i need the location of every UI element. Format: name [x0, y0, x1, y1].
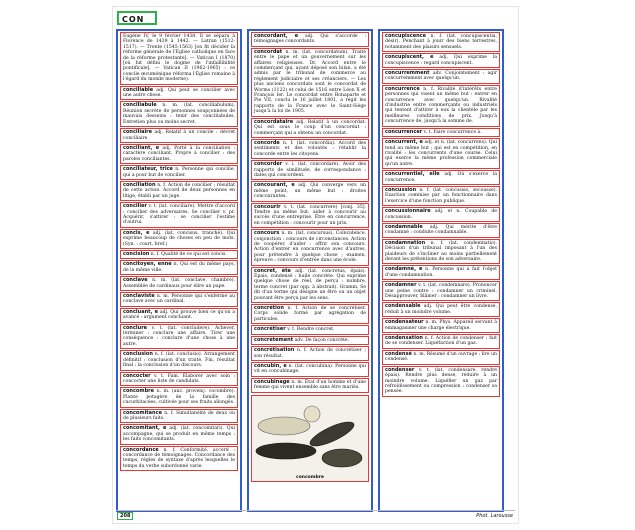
dictionary-entry	[120, 229, 238, 249]
entry-headword: conclave	[123, 277, 148, 284]
figure-caption: concombre	[296, 474, 324, 480]
dictionary-entry	[120, 165, 238, 180]
entry-definition: Eugène IV, le 9 février 1438. Il se sépara à Florence de 1439 à 1442. — Latran (1512-1517). — Trente (1545-1563) [on fit décider la réforme générale de l'Église catholique en face de la réforme protestante]. — Vatican I (1870) [où fut défini le dogme de l'infaillibilité pontificale]. — Vatican II (1962-1965) : ce concile œcuménique réforma l'Église romaine à l'égard du monde moderne).	[123, 34, 235, 83]
entry-headword: conciliant, e	[123, 144, 160, 151]
entry-definition: adv. Conjointement : agir concurremment avec quelqu'un.	[385, 71, 497, 82]
dictionary-entry	[251, 32, 369, 47]
entry-definition: v. t. (lat. concurrere) [conj. 35]. Tendre au même but, aider à concourir au succès d'une entreprise. Être en concurrence, en compétition : concourir pour un prix.	[254, 204, 366, 226]
entry-definition: v. t. Faire concurrence à.	[423, 129, 482, 135]
dictionary-entry	[251, 362, 369, 377]
entry-headword: condenser	[385, 366, 415, 373]
dictionary-entry	[120, 101, 238, 127]
dictionary-entry	[120, 202, 238, 228]
entry-definition: n. (lat. concubina). Personne qui vit en concubinage.	[254, 363, 366, 375]
entry-definition: n. f. (lat. concupiscentia, désir). Penchant à jouir des biens terrestres, notamment des plaisirs sensuels.	[385, 34, 497, 50]
entry-definition: n. m. (lat. concordatum). Traité entre le pape et un gouvernement sur les affaires religieuses. Dr. Accord entre le commerçant qui, ayant déposé son bilan, a été admis par le tribunal de commerce au règlement judiciaire et ses créanciers. — Les plus anciens concordats sont le concordat de Worms (1122) et celui de 1516 entre Léon X et François Ier. Le concordat entre Bonaparte et Pie VII, conclu le 16 juillet 1801, a régit les rapports de la France avec le Saint-Siège jusqu'à la loi de 1905.	[254, 49, 366, 115]
dictionary-entry	[120, 409, 238, 424]
entry-definition: v. t. Fam. Élaborer avec soin : concocter une liste de candidats.	[123, 373, 236, 384]
entry-definition: n. Personne qui concilie, qui a pour but de concilier.	[123, 167, 236, 178]
cucumber-figure	[251, 395, 369, 482]
entry-headword: concupiscence	[385, 33, 427, 39]
dictionary-entry	[251, 181, 369, 201]
dictionary-entry	[251, 267, 369, 303]
dictionary-entry	[251, 304, 369, 324]
dictionary-entry	[382, 85, 500, 127]
entry-headword: concurrentiel, elle	[385, 171, 440, 178]
entry-headword: concordance	[123, 446, 159, 453]
entry-headword: concrétiser	[254, 326, 286, 333]
entry-headword: concrétion	[254, 305, 284, 312]
cucumber-shape	[304, 406, 320, 422]
entry-definition: n. f. Action de se concrétiser. Corps solide formé par agrégation de particules.	[254, 306, 366, 322]
column-3	[378, 29, 504, 512]
entry-headword: concurrencer	[385, 128, 423, 135]
entry-headword: conciliaire	[123, 129, 153, 136]
dictionary-entry	[120, 387, 238, 407]
dictionary-entry	[251, 203, 369, 229]
entry-headword: concordant, e	[254, 33, 299, 39]
dictionary-entry	[120, 144, 238, 164]
dictionary-entry	[251, 139, 369, 159]
dictionary-entry	[382, 281, 500, 301]
column-1	[116, 29, 242, 512]
entry-definition: n. f. (lat. condemnatio). Décision d'un tribunal imposant à l'un des plaideurs de s'incliner au moins partiellement devant les prétentions de son adversaire.	[385, 240, 497, 262]
entry-definition: n. f. (lat. concussio, secousse). Exaction commise par un fonctionnaire dans l'exercice d'une fonction publique.	[385, 187, 497, 204]
entry-headword: conciliation	[123, 181, 156, 188]
entry-headword: concitoyen, enne	[123, 261, 172, 268]
entry-headword: condensation	[385, 335, 423, 342]
entry-headword: concourir	[254, 203, 281, 210]
entry-definition: adj. Porté à la conciliation : caractère conciliant. Propre à concilier : des paroles conciliantes.	[123, 145, 235, 162]
dictionary-entry	[382, 207, 500, 222]
entry-headword: concision	[123, 251, 150, 257]
photo-credit: Phot. Larousse	[476, 513, 513, 519]
dictionary-entry	[120, 324, 238, 350]
entry-definition: v. i. (lat. concordare). Avoir des rapports de similitude, de correspondance : dates qui concordent.	[254, 162, 366, 178]
dictionary-entry	[382, 223, 500, 238]
entry-definition: v. t. (lat. condemnare). Prononcer une peine contre : condamner un criminel. Désapprouver, blâmer : condamner un livre.	[385, 283, 497, 300]
entry-definition: v. t. (lat. condensare, rendre épais). Rendre plus dense, réduire à un moindre volume. Liquéfier un gaz par refroidissement ou compression : condenser sa pensée.	[385, 367, 498, 395]
entry-headword: concupiscent, e	[385, 54, 434, 61]
entry-definition: n. f. Simultanéité de deux ou de plusieurs faits.	[123, 410, 235, 421]
entry-definition: n. m. Phys. Appareil servant à emmagasiner une charge électrique.	[385, 320, 497, 331]
dictionary-entry	[382, 265, 500, 280]
dictionary-entry	[120, 181, 238, 201]
dictionary-entry	[382, 186, 500, 206]
entry-headword: concussion	[385, 186, 417, 193]
entry-headword: conclusion	[123, 351, 153, 358]
entry-definition: adj. Qui s'accorde : témoignages concordants.	[254, 34, 366, 45]
dictionary-entry	[120, 250, 238, 259]
entry-definition: n. f. (lat. concordia). Accord des sentiments et des volontés : rétablir la concorde entre les citoyens.	[254, 140, 367, 157]
entry-definition: v. t. (lat. conciliare). Mettre d'accord : concilier des adversaires. Se concilier v. pr. Acquérir, s'attirer : se concilier l'estime d'autrui.	[123, 204, 235, 226]
dictionary-entry	[251, 229, 369, 265]
entry-definition: n. f. Rivalité d'intérêts entre personnes qui visent un même but : entrer en concurrence avec quelqu'un. Rivalité d'industrie entre commerçants ou industriels qui tentent d'attirer à eux la clientèle par les meilleures conditions de prix. Jusqu'à concurrence de, jusqu'à la somme de.	[385, 86, 497, 125]
dictionary-entry	[120, 424, 238, 444]
dictionary-entry	[382, 334, 500, 349]
dictionary-entry	[382, 69, 500, 84]
entry-definition: adj. Où s'exerce la concurrence.	[385, 172, 497, 183]
entry-definition: n. f. Action de concrétiser ; son résultat.	[254, 348, 366, 359]
entry-definition: n. f. Action de concilier ; résultat de cette action. Accord de deux personnes en litige, établi par un juge.	[123, 182, 235, 199]
entry-definition: n. f. (lat. conclusio). Arrangement définitif : conclusion d'un traité. Fin, résultat final : la conclusion d'un discours.	[123, 352, 235, 369]
page-footer	[116, 510, 515, 520]
dictionary-entry	[120, 32, 238, 85]
entry-headword: concurrence	[385, 85, 420, 92]
dictionary-entry	[382, 170, 500, 185]
entry-headword: conciliable	[123, 86, 154, 93]
entry-headword: concis, e	[123, 229, 150, 236]
entry-definition: v. t. Rendre concret.	[287, 327, 335, 333]
dictionary-entry	[120, 292, 238, 307]
dictionary-entry	[382, 366, 500, 397]
dictionary-entry	[120, 372, 238, 387]
entry-definition: n. Qui est du même pays, de la même ville.	[123, 262, 235, 273]
cucumber-shape	[307, 417, 356, 450]
entry-headword: condensateur	[385, 319, 424, 326]
entry-definition: adj. (lat. concisus, tranché). Qui exprime beaucoup de choses en peu de mots. (Syn. : court, bref.)	[123, 230, 235, 247]
entry-definition: adj. Qui peut se concilier avec une autre chose.	[123, 87, 235, 99]
page-number: 208	[117, 512, 133, 520]
entry-definition: adj. Qui converge vers un même point, un même but : droites concourantes.	[254, 183, 366, 200]
column-2	[247, 29, 373, 512]
entry-headword: concorde	[254, 139, 280, 146]
entry-headword: condamnation	[385, 239, 426, 246]
entry-definition: adj. (lat. concretus, épais). Épais, condensé : huile concrète. Qui exprime quelque chose de réel, de perçu : nombre, terme concret (par opp. à abstrait). Gramm. Se dit d'un terme qui désigne un être ou un objet pouvant être perçu par les sens.	[254, 268, 366, 301]
dictionary-entry	[251, 160, 369, 180]
entry-definition: n. Personne qui a fait l'objet d'une condamnation.	[385, 267, 497, 278]
entry-headword: condamnable	[385, 223, 423, 230]
entry-headword: conclaviste	[123, 293, 155, 300]
dictionary-entry	[382, 239, 500, 265]
entry-headword: concrétisation	[254, 347, 295, 354]
entry-definition: n. m. (lat. conclave, chambre). Assemblée de cardinaux pour élire un pape.	[123, 278, 236, 289]
dictionary-page	[112, 6, 519, 524]
entry-definition: n. m. (anc. provenç. cocombre). Plante potagère de la famille des cucurbitacées, cultivée pour ses fruits allongés.	[123, 389, 235, 406]
entry-headword: concorder	[254, 161, 283, 168]
dictionary-entry	[251, 346, 369, 361]
dictionary-entry	[251, 118, 369, 138]
entry-definition: v. t. (lat. concludere). Achever, terminer : conclure une affaire. Tirer une conséquence : conclure d'une chose à une autre.	[123, 325, 235, 347]
entry-headword: concluant, e	[123, 308, 158, 315]
entry-definition: n. f. Qualité de ce qui est concis.	[150, 252, 227, 257]
entry-definition: n. m. (lat. conciliabulum). Réunion secrète de personnes soupçonnées de mauvais desseins : tenir des conciliabules. Entretien plus ou moins secret.	[123, 103, 235, 125]
entry-headword: concrètement	[254, 336, 294, 343]
entry-headword: concours	[254, 230, 280, 237]
entry-headword: condamné, e	[385, 266, 423, 273]
entry-definition: adj. Relatif à un concordat. Qui est sous le coup d'un concordat : commerçant qui a obtenu un concordat.	[254, 119, 366, 136]
cucumber-illustration	[252, 396, 369, 481]
entry-definition: n. m. Résumé d'un ouvrage : lire un condensé.	[385, 351, 497, 363]
dictionary-entry	[251, 378, 369, 393]
entry-headword: condensable	[385, 303, 421, 310]
entry-headword: conclure	[123, 324, 148, 331]
entry-definition: adv. De façon concrète.	[294, 337, 350, 343]
dictionary-entry	[382, 32, 500, 52]
cucumber-shape	[258, 417, 310, 435]
entry-headword: concordataire	[254, 118, 294, 125]
entry-definition: adj. Relatif à un concile : décret conciliaire.	[123, 130, 236, 141]
entry-headword: concurremment	[385, 70, 430, 77]
entry-definition: adj. Qui prouve bien ce qu'on a avancé : argument concluant.	[123, 309, 235, 321]
dictionary-entry	[251, 325, 369, 334]
cucumber-shape	[322, 449, 362, 467]
entry-definition: n. m. (lat. concursus). Coïncidence, conjonction : concours de circonstances. Action de coopérer, d'aider : offrir son concours. Action d'entrer en concurrence avec d'autres, pour prétendre à quelque chose ; examen, épreuve : concours d'entrée dans une école.	[254, 231, 367, 264]
dictionary-entry	[120, 446, 238, 472]
dictionary-entry	[382, 138, 500, 169]
dictionary-entry	[120, 86, 238, 101]
entry-definition: adj. (lat. concomitari). Qui accompagne, qui se produit en même temps : les faits concomitants.	[123, 426, 235, 443]
entry-definition: adj. et n. Coupable de concussion.	[385, 209, 497, 220]
dictionary-entry	[382, 318, 500, 333]
entry-headword: concomitant, e	[123, 425, 167, 432]
dictionary-entry	[251, 48, 369, 117]
entry-headword: condensé	[385, 350, 412, 357]
entry-headword: concilier	[123, 203, 147, 210]
entry-headword: conciliabule	[123, 102, 157, 109]
entry-headword: concordat	[254, 48, 283, 55]
entry-headword: condamner	[385, 282, 417, 289]
dictionary-entry	[382, 128, 500, 137]
entry-definition: n. f. Action de condenser ; fait de se condenser. Liquéfaction d'un gaz.	[385, 336, 497, 347]
dictionary-entry	[251, 336, 369, 345]
dictionary-entry	[120, 350, 238, 370]
entry-definition: adj. Qui peut être condensé, réduit à un moindre volume.	[385, 304, 497, 315]
dictionary-entry	[120, 308, 238, 323]
entry-headword: concubinage	[254, 378, 290, 385]
guide-word: CON	[117, 11, 157, 25]
entry-definition: adj. et n. (lat. concurrens). Qui tend au même but ; qui est en compétition, en rivalité : les concurrents d'une course. Celui qui exerce la même profession commerciale qu'un autre.	[385, 140, 497, 167]
entry-headword: concussionnaire	[385, 208, 431, 215]
dictionary-entry	[120, 276, 238, 291]
entry-headword: concubin, e	[254, 362, 287, 369]
dictionary-entry	[120, 128, 238, 143]
entry-headword: concomitance	[123, 409, 162, 416]
entry-definition: adj. Qui mérite d'être condamné : conduite condamnable.	[385, 224, 497, 236]
entry-headword: concocter	[123, 372, 151, 379]
dictionary-entry	[382, 350, 500, 365]
entry-headword: concret, ète	[254, 267, 291, 274]
entry-definition: adj. Qui exprime la concupiscence : regard concupiscent.	[385, 55, 497, 66]
entry-headword: concourant, e	[254, 182, 295, 189]
dictionary-entry	[120, 260, 238, 275]
entry-headword: concurrent, e	[385, 139, 423, 146]
entry-definition: n. m. Personne qui s'enferme au conclave avec un cardinal.	[123, 294, 235, 305]
dictionary-entry	[382, 302, 500, 317]
entry-definition: n. f. Conformité, accord : concordance de témoignages. Concordance des temps, règles de syntaxe d'après lesquelles le temps du verbe subordonné varie.	[123, 447, 235, 469]
dictionary-entry	[382, 53, 500, 68]
entry-headword: concombre	[123, 388, 155, 395]
entry-headword: conciliateur, trice	[123, 166, 173, 173]
cucumber-shape	[256, 443, 316, 459]
entry-definition: n. m. État d'un homme et d'une femme qui vivent ensemble sans être mariés.	[254, 379, 366, 391]
